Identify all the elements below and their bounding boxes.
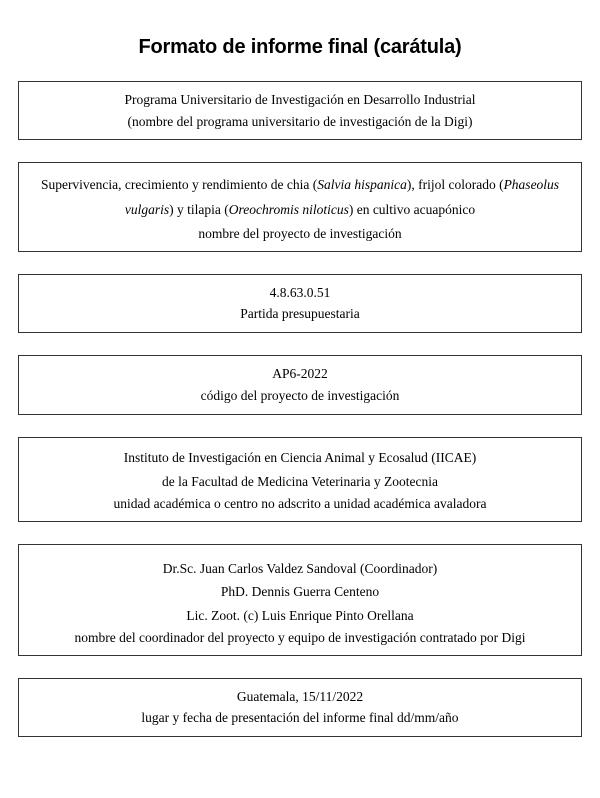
project-title-line-1-pre: Supervivencia, crecimiento y rendimiento de chia ( (40, 176, 318, 192)
section-program (18, 81, 582, 140)
project-title-caption: nombre del proyecto de investigación (198, 225, 402, 241)
section-unit (18, 437, 582, 522)
budget-caption: Partida presupuestaria (240, 306, 360, 322)
program-box (18, 81, 582, 140)
code-caption: código del proyecto de investigación (200, 388, 400, 404)
section-project-title (18, 162, 582, 252)
project-title-line-2-mid: ) y tilapia ( (169, 201, 229, 217)
place-date-caption: lugar y fecha de presentación del informe final dd/mm/año (141, 710, 459, 726)
project-title-line-1-mid: ), frijol colorado ( (406, 176, 504, 192)
project-title-species-1: Salvia hispanica (317, 176, 407, 192)
place-date-box (18, 678, 582, 738)
project-title-species-2b: vulgaris (124, 201, 170, 217)
code-box (18, 355, 582, 415)
project-title-box (18, 162, 582, 252)
budget-box (18, 274, 582, 334)
unit-line-1: Instituto de Investigación en Ciencia Animal y Ecosalud (IICAE) (123, 449, 477, 465)
team-box (18, 544, 582, 656)
section-place-date (18, 678, 582, 738)
page-title: Formato de informe final (carátula) (138, 36, 462, 58)
project-title-line-2-post: ) en cultivo acuapónico (348, 201, 476, 217)
project-title-species-3: Oreochromis niloticus (228, 201, 349, 217)
budget-value: 4.8.63.0.51 (269, 284, 331, 300)
place-date-value: Guatemala, 15/11/2022 (236, 688, 364, 704)
section-team (18, 544, 582, 656)
team-member-1: Dr.Sc. Juan Carlos Valdez Sandoval (Coordinador) (162, 561, 438, 577)
section-code (18, 355, 582, 415)
program-caption: (nombre del programa universitario de investigación de la Digi) (127, 113, 473, 129)
project-title-species-2a: Phaseolus (503, 176, 560, 192)
unit-caption: unidad académica o centro no adscrito a unidad académica avaladora (113, 496, 487, 512)
program-value: Programa Universitario de Investigación en Desarrollo Industrial (124, 92, 476, 107)
project-title-line-1 (33, 173, 567, 198)
project-title-line-2 (33, 198, 567, 223)
team-member-3: Lic. Zoot. (c) Luis Enrique Pinto Orellana (186, 607, 414, 623)
document-page (0, 36, 600, 798)
unit-box (18, 437, 582, 522)
code-value: AP6-2022 (272, 366, 328, 382)
team-member-2: PhD. Dennis Guerra Centeno (220, 584, 380, 600)
section-budget (18, 274, 582, 334)
team-caption: nombre del coordinador del proyecto y equipo de investigación contratado por Digi (74, 629, 526, 645)
unit-line-2: de la Facultad de Medicina Veterinaria y Zootecnia (161, 473, 438, 489)
